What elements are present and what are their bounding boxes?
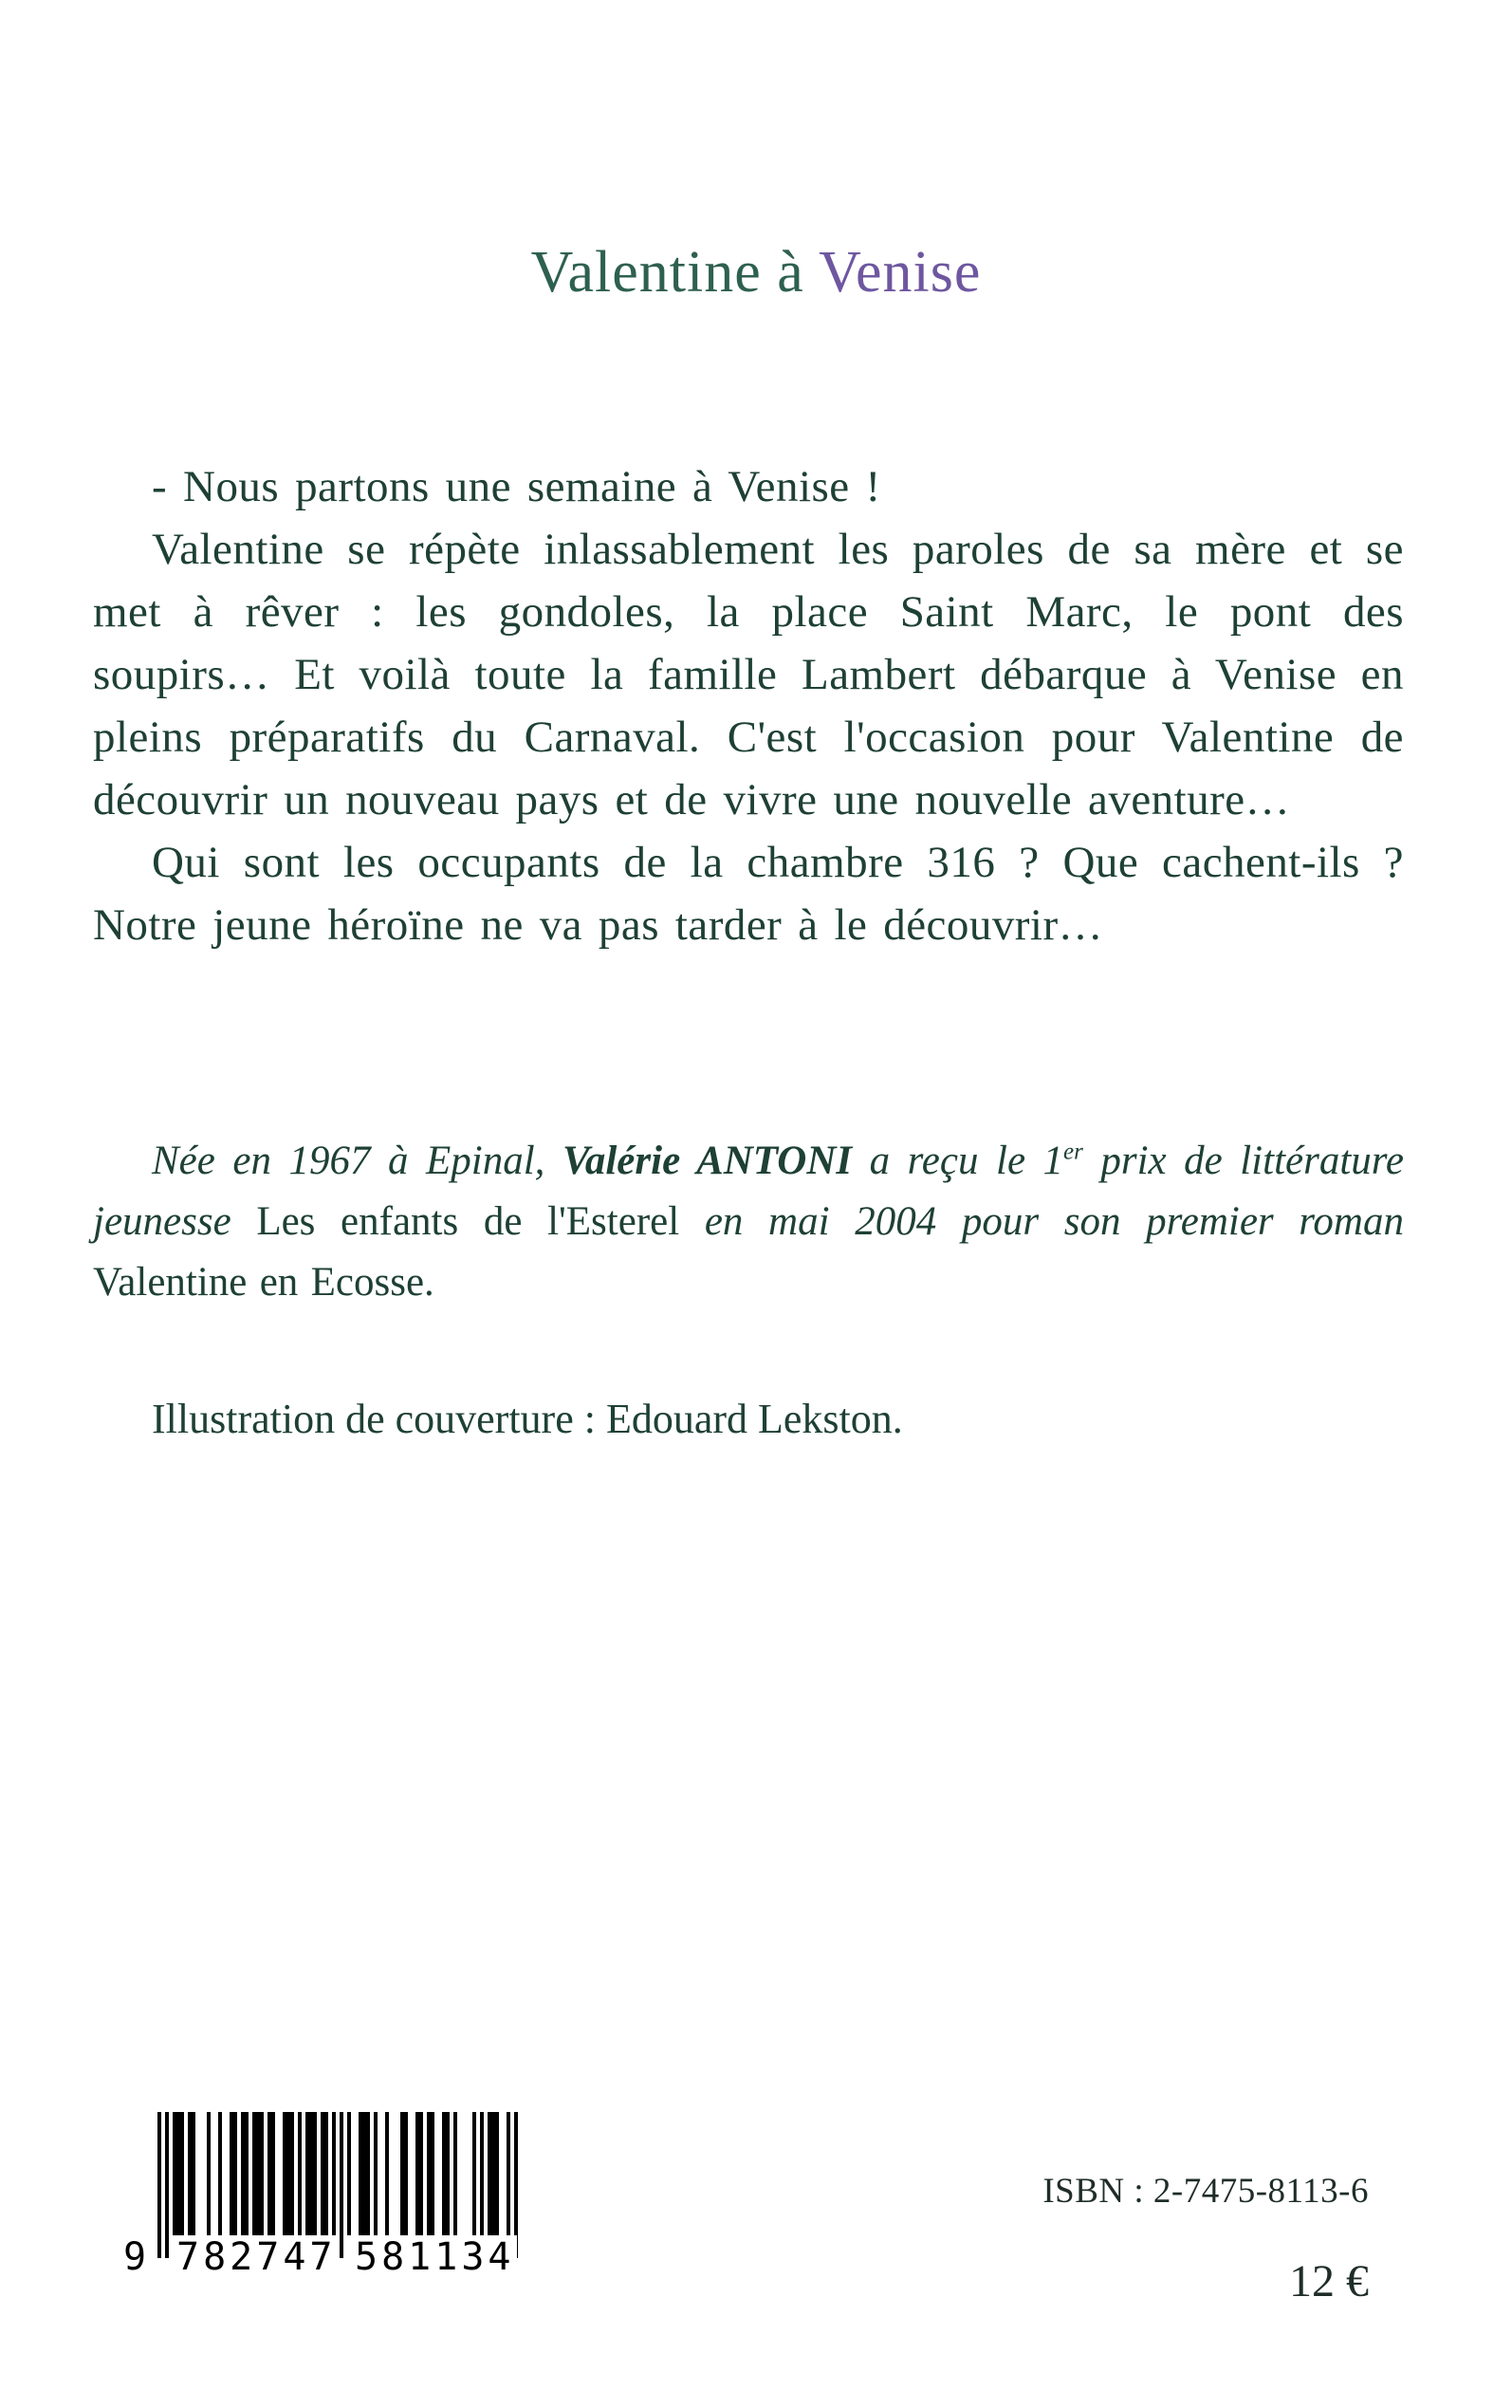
barcode-digit-group2: 581134 — [355, 2235, 515, 2279]
bio-book-title: Valentine en Ecosse. — [93, 1260, 434, 1305]
bio-date-text: en mai 2004 pour son premier roman — [679, 1199, 1404, 1244]
isbn-text: ISBN : 2-7475-8113-6 — [1042, 2172, 1369, 2211]
bio-prize-text-2: prix de littérature jeunesse — [93, 1139, 1405, 1244]
synopsis-paragraph: - Nous partons une semaine à Venise ! — [152, 462, 881, 511]
author-bio — [93, 1131, 1404, 1313]
price-text: 12 € — [1289, 2256, 1369, 2306]
bio-ordinal-sup: er — [1063, 1139, 1083, 1165]
barcode — [123, 2112, 518, 2279]
synopsis — [93, 455, 1404, 956]
title-main-text: Valentine à — [530, 239, 820, 305]
synopsis-paragraph: Valentine se répète inlassablement les paroles de sa mère et se met à rêver : les gondoles, la place Saint Marc, le pont des soupirs… Et voilà toute la famille Lambert débarque à Venise en pleins préparatifs du Carnaval. C'est l'occasion pour Valentine de découvrir un nouveau pays et de vivre une nouvelle aventure… — [93, 525, 1404, 824]
bio-prize-text: a reçu le 1 — [852, 1139, 1064, 1183]
title-accent-text: Venise — [819, 239, 982, 305]
bio-author-name: Valérie ANTONI — [562, 1139, 853, 1183]
barcode-digit-left: 9 — [123, 2235, 147, 2279]
page-title — [0, 239, 1512, 306]
barcode-digit-group1: 782747 — [176, 2235, 337, 2279]
barcode-digits — [123, 2235, 518, 2279]
bio-intro: Née en 1967 à Epinal, — [152, 1139, 562, 1183]
bio-prize-name: Les enfants de l'Esterel — [256, 1199, 680, 1244]
synopsis-paragraph: Qui sont les occupants de la chambre 316 ? Que cachent-ils ? Notre jeune héroïne ne va pas tarder à le découvrir… — [93, 838, 1404, 950]
illustration-credit: Illustration de couverture : Edouard Lekston. — [152, 1396, 903, 1442]
